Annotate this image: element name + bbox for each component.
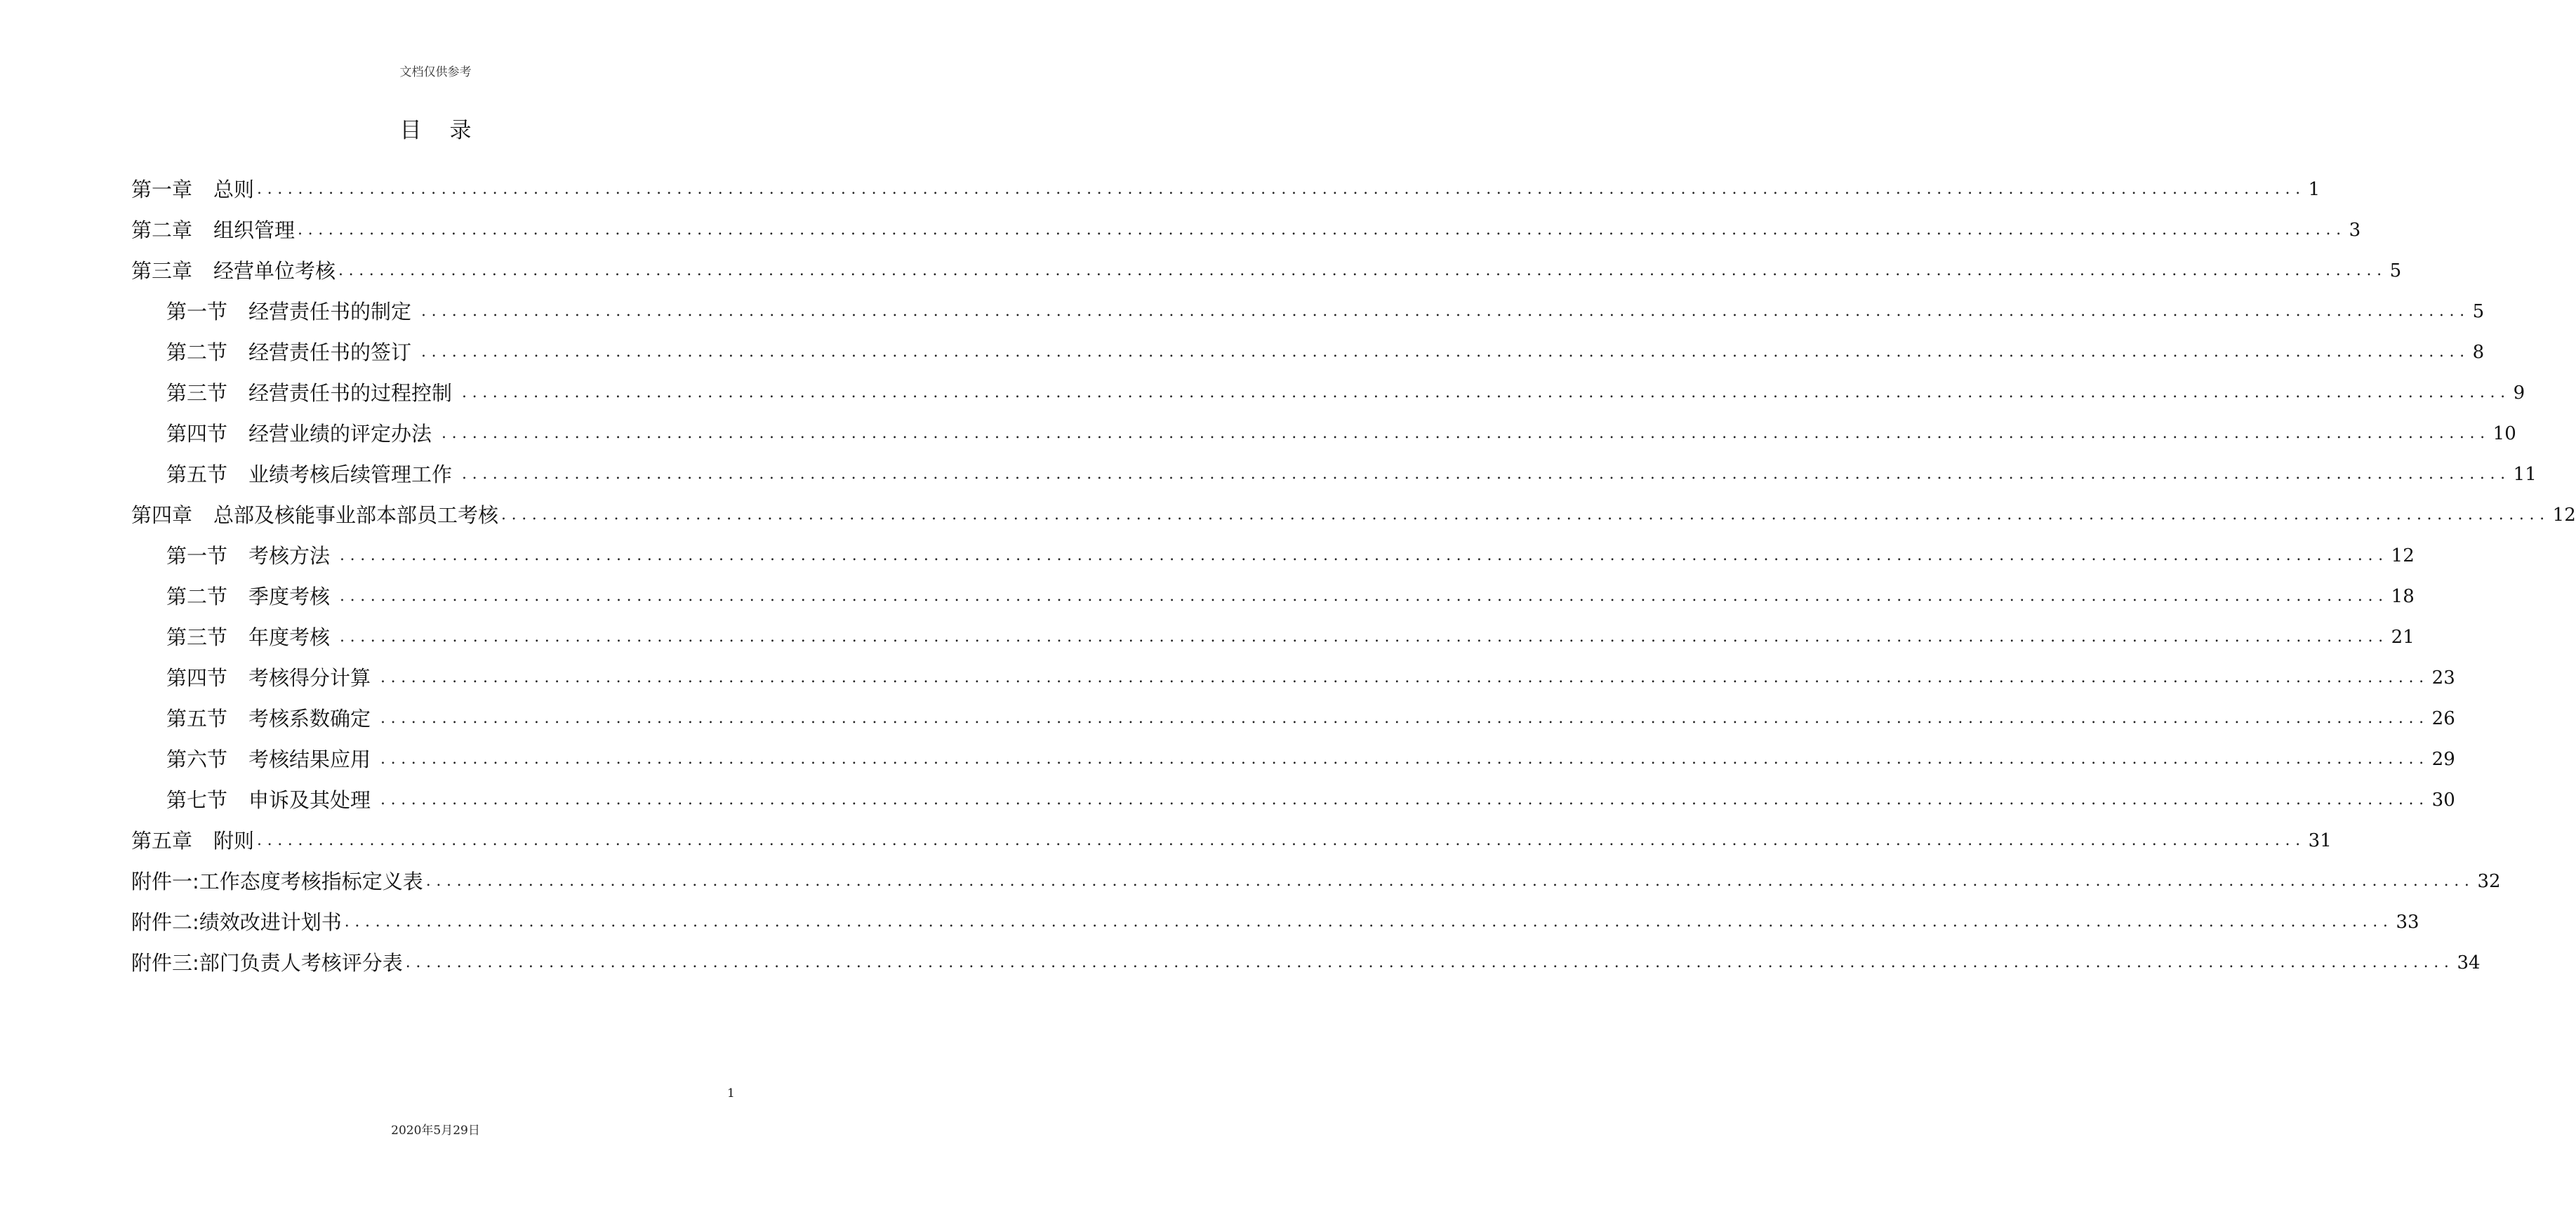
toc-entry-chapter: 附件二: (131, 910, 199, 934)
toc-entry-chapter: 第二节 (166, 585, 228, 608)
toc-entry-page: 3 (2349, 220, 2361, 241)
toc-entry-title: 经营责任书的签订 (248, 340, 412, 364)
toc-entry[interactable] (166, 705, 2455, 733)
toc-entry-title: 工作态度考核指标定义表 (199, 870, 423, 893)
toc-entry-label (166, 705, 371, 733)
toc-entry-label (166, 338, 411, 366)
toc-entry-leader: ........................................................................................................................................................................................................ (380, 669, 2429, 686)
toc-entry-chapter: 第一节 (166, 300, 228, 324)
toc-entry-label (131, 175, 254, 204)
toc-entry-leader: ........................................................................................................................................................................................................ (257, 832, 2306, 849)
toc-entry-chapter: 第五节 (166, 707, 228, 731)
toc-entry-chapter: 第四节 (166, 422, 228, 446)
toc-entry[interactable] (166, 583, 2415, 611)
toc-entry-title: 经营责任书的过程控制 (248, 381, 453, 405)
toc-entry-label (131, 501, 498, 529)
toc-entry-title: 经营责任书的制定 (248, 300, 412, 324)
toc-entry-label (166, 786, 371, 814)
toc-entry-page: 1 (2308, 179, 2321, 200)
toc-entry-title: 考核得分计算 (248, 666, 371, 690)
toc-entry-page: 10 (2492, 423, 2516, 444)
toc-entry-title: 总部及核能事业部本部员工考核 (213, 503, 499, 527)
toc-entry-label (166, 420, 432, 448)
toc-entry-leader: ........................................................................................................................................................................................................ (501, 506, 2550, 524)
toc-entry-label (166, 379, 452, 407)
toc-entry-title: 申诉及其处理 (248, 788, 371, 812)
toc-entry-leader: ........................................................................................................................................................................................................ (462, 465, 2511, 483)
toc-entry[interactable] (166, 542, 2415, 570)
toc-entry[interactable] (131, 175, 2321, 204)
toc-entry-leader: ........................................................................................................................................................................................................ (257, 180, 2306, 198)
toc-entry-label (131, 908, 342, 936)
toc-entry-leader: ........................................................................................................................................................................................................ (338, 262, 2387, 279)
toc-entry-label (131, 949, 403, 977)
toc-entry-title: 经营单位考核 (213, 259, 336, 283)
toc-entry-title: 组织管理 (213, 218, 296, 242)
toc-entry[interactable] (166, 745, 2455, 773)
toc-entry-page: 29 (2431, 749, 2455, 770)
toc-entry[interactable] (131, 949, 2481, 977)
toc-entry-page: 5 (2389, 260, 2402, 281)
toc-entry-label (166, 745, 371, 773)
toc-entry-leader: ........................................................................................................................................................................................................ (298, 221, 2346, 239)
toc-entry-leader: ........................................................................................................................................................................................................ (421, 302, 2470, 320)
toc-entry-page: 21 (2391, 627, 2415, 648)
toc-entry-page: 32 (2477, 871, 2501, 892)
toc-entry-leader: ........................................................................................................................................................................................................ (344, 913, 2394, 931)
toc-entry[interactable] (166, 623, 2415, 651)
toc-entry-page: 12 (2391, 545, 2415, 566)
toc-entry-page: 34 (2457, 952, 2481, 973)
toc-entry[interactable] (166, 664, 2455, 692)
toc-entry-label (131, 867, 423, 896)
toc-entry[interactable] (166, 379, 2525, 407)
toc-entry-page: 9 (2513, 382, 2525, 404)
toc-entry-leader: ........................................................................................................................................................................................................ (405, 954, 2455, 971)
toc-entry-title: 考核结果应用 (248, 747, 371, 771)
page-footer-date: 2020年5月29日 (391, 1124, 480, 1138)
toc-entry-title: 年度考核 (248, 625, 331, 649)
toc-entry[interactable] (131, 908, 2419, 936)
toc-entry-label (166, 542, 330, 570)
toc-entry-chapter: 第六节 (166, 747, 228, 771)
toc-entry-label (166, 583, 330, 611)
toc-entry[interactable] (166, 460, 2537, 488)
page-header: 文档仅供参考 (399, 65, 472, 79)
toc-entry-chapter: 第七节 (166, 788, 228, 812)
toc-entry-chapter: 附件一: (131, 870, 199, 893)
toc-entry[interactable] (166, 420, 2516, 448)
toc-entry-chapter: 第一节 (166, 544, 228, 568)
toc-entry-page: 31 (2308, 830, 2332, 851)
title-char-right: 录 (449, 118, 472, 143)
toc-entry-chapter: 第三节 (166, 381, 228, 405)
toc-entry-chapter: 第一章 (131, 178, 193, 201)
toc-entry-leader: ........................................................................................................................................................................................................ (425, 872, 2475, 890)
toc-entry-label (166, 460, 452, 488)
toc-entry-chapter: 第四节 (166, 666, 228, 690)
toc-entry[interactable] (131, 501, 2576, 529)
toc-entry-label (166, 298, 411, 326)
toc-entry-label (166, 623, 330, 651)
toc-entry[interactable] (131, 867, 2501, 896)
toc-entry-label (166, 664, 371, 692)
toc-entry[interactable] (166, 338, 2485, 366)
toc-entry-label (131, 827, 254, 855)
page-number: 1 (727, 1086, 735, 1100)
toc-entry-leader: ........................................................................................................................................................................................................ (380, 791, 2429, 809)
toc-entry-chapter: 附件三: (131, 951, 199, 975)
toc-entry-title: 考核系数确定 (248, 707, 371, 731)
toc-entry-leader: ........................................................................................................................................................................................................ (421, 343, 2470, 361)
toc-entry-page: 23 (2431, 667, 2455, 688)
toc-entry-chapter: 第五节 (166, 463, 228, 486)
toc-entry[interactable] (131, 257, 2402, 285)
toc-entry-chapter: 第五章 (131, 829, 193, 853)
toc-entry-leader: ........................................................................................................................................................................................................ (380, 750, 2429, 768)
toc-entry-page: 5 (2472, 301, 2485, 322)
toc-entry-page: 18 (2391, 586, 2415, 607)
toc-entry-title: 考核方法 (248, 544, 331, 568)
toc-entry-title: 部门负责人考核评分表 (199, 951, 403, 975)
toc-entry-leader: ........................................................................................................................................................................................................ (340, 547, 2389, 564)
toc-entry-chapter: 第二章 (131, 218, 193, 242)
toc-entry-label (131, 216, 295, 244)
toc-entry-chapter: 第三节 (166, 625, 228, 649)
toc-entry-page: 12 (2552, 505, 2576, 526)
toc-entry-leader: ........................................................................................................................................................................................................ (380, 710, 2429, 727)
title-char-left: 目 (399, 118, 422, 143)
page-title (0, 112, 871, 144)
toc-entry-page: 26 (2431, 708, 2455, 729)
toc-entry-label (131, 257, 336, 285)
toc-entry-title: 经营业绩的评定办法 (248, 422, 432, 446)
toc-entry-leader: ........................................................................................................................................................................................................ (340, 587, 2389, 605)
toc-entry-chapter: 第四章 (131, 503, 193, 527)
toc-entry-leader: ........................................................................................................................................................................................................ (462, 384, 2511, 401)
toc-entry-page: 30 (2431, 790, 2455, 811)
toc-entry[interactable] (166, 298, 2485, 326)
toc-entry-page: 8 (2472, 342, 2485, 363)
toc-entry-leader: ........................................................................................................................................................................................................ (340, 628, 2389, 646)
toc-entry-title: 绩效改进计划书 (199, 910, 342, 934)
toc-entry-title: 附则 (213, 829, 255, 853)
toc-entry-chapter: 第二节 (166, 340, 228, 364)
toc-entry-title: 总则 (213, 178, 255, 201)
toc-entry[interactable] (131, 827, 2332, 855)
toc-entry-chapter: 第三章 (131, 259, 193, 283)
toc-entry-title: 季度考核 (248, 585, 331, 608)
toc-entry-page: 11 (2513, 464, 2537, 485)
toc-entry-leader: ........................................................................................................................................................................................................ (441, 425, 2490, 442)
toc-entry[interactable] (131, 216, 2361, 244)
toc-entry-title: 业绩考核后续管理工作 (248, 463, 453, 486)
toc-entry[interactable] (166, 786, 2455, 814)
toc-entry-page: 33 (2396, 912, 2419, 933)
